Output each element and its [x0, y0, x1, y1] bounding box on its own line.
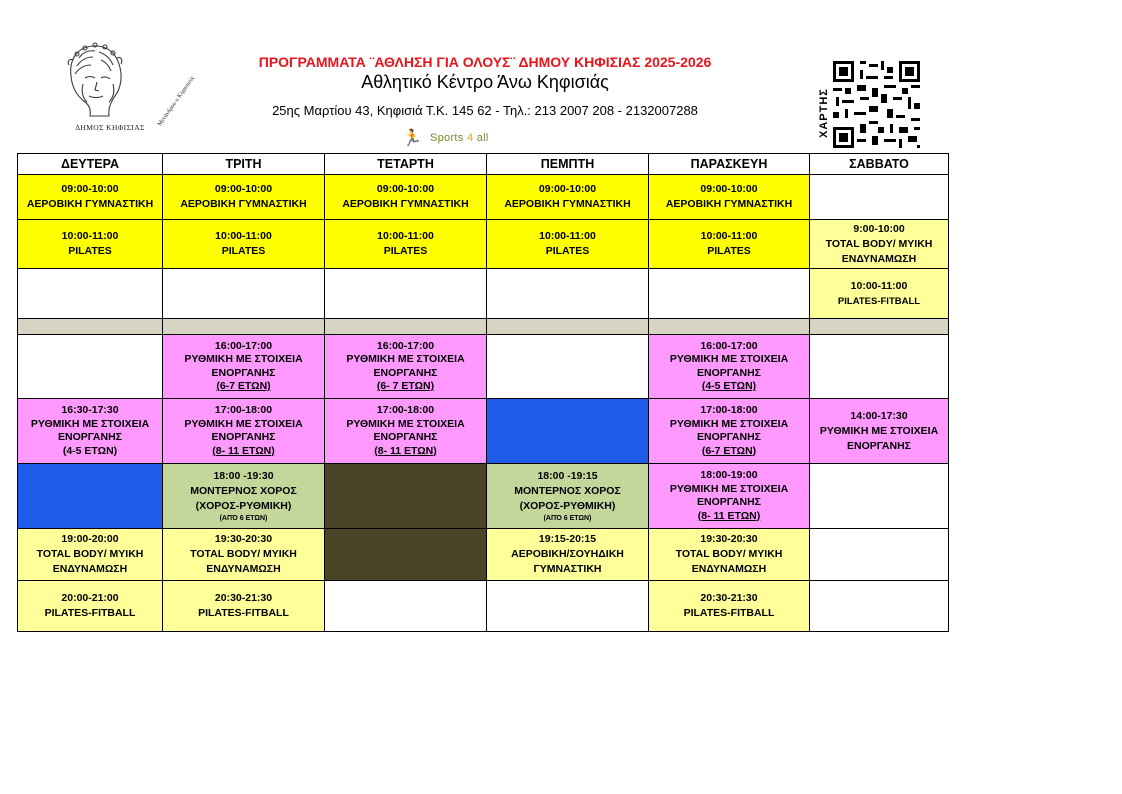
blocked-slot: [325, 464, 487, 529]
day-header-wednesday: ΤΕΤΑΡΤΗ: [325, 154, 487, 175]
class-slot-thu-1000: 10:00-11:00 PILATES: [487, 220, 649, 269]
separator-cell: [649, 319, 810, 335]
class-slot-mon-1900: 19:00-20:00 TOTAL BODY/ ΜΥΙΚΗ ΕΝΔΥΝΑΜΩΣΗ: [18, 529, 163, 581]
class-slot-tue-1930: 19:30-20:30 TOTAL BODY/ ΜΥΙΚΗ ΕΝΔΥΝΑΜΩΣΗ: [163, 529, 325, 581]
qr-code-icon[interactable]: [830, 58, 923, 151]
class-slot-tue-1600: 16:00-17:00 ΡΥΘΜΙΚΗ ΜΕ ΣΤΟΙΧΕΙΑ ΕΝΟΡΓΑΝΗΣ (6-7 ΕΤΩΝ): [163, 335, 325, 399]
day-header-monday: ΔΕΥΤΕΡΑ: [18, 154, 163, 175]
class-slot-fri-1000: 10:00-11:00 PILATES: [649, 220, 810, 269]
class-slot-wed-1000: 10:00-11:00 PILATES: [325, 220, 487, 269]
class-slot-tue-2030: 20:30-21:30 PILATES-FITBALL: [163, 581, 325, 632]
class-slot-fri-2030: 20:30-21:30 PILATES-FITBALL: [649, 581, 810, 632]
municipality-logo: [55, 38, 197, 134]
empty-slot: [325, 581, 487, 632]
table-row: [18, 220, 949, 269]
class-slot-thu-1800: 18:00 -19:15 ΜΟΝΤΕΡΝΟΣ ΧΟΡΟΣ (ΧΟΡΟΣ-ΡΥΘΜΙΚΗ) (ΑΠΌ 6 ΕΤΩΝ): [487, 464, 649, 529]
separator-cell: [163, 319, 325, 335]
day-header-tuesday: ΤΡΙΤΗ: [163, 154, 325, 175]
table-row: [18, 464, 949, 529]
blocked-slot: [487, 399, 649, 464]
class-slot-mon-1000: 10:00-11:00 PILATES: [18, 220, 163, 269]
empty-slot: [649, 269, 810, 319]
empty-slot: [325, 269, 487, 319]
logo-arc-text: Μενάνδρου ο Κηφισιεύς: [157, 75, 197, 128]
page-subtitle: Αθλητικό Κέντρο Άνω Κηφισιάς: [361, 72, 609, 92]
day-header-thursday: ΠΕΜΠΤΗ: [487, 154, 649, 175]
separator-cell: [18, 319, 163, 335]
weekly-schedule-table: [17, 153, 949, 632]
day-header-saturday: ΣΑΒΒΑΤΟ: [810, 154, 949, 175]
address-line: 25ης Μαρτίου 43, Κηφισιά Τ.Κ. 145 62 - Τηλ.: 213 2007 208 - 2132007288: [272, 103, 698, 118]
class-slot-wed-1700: 17:00-18:00 ΡΥΘΜΙΚΗ ΜΕ ΣΤΟΙΧΕΙΑ ΕΝΟΡΓΑΝΗΣ (8- 11 ΕΤΩΝ): [325, 399, 487, 464]
empty-slot: [163, 269, 325, 319]
empty-slot: [487, 335, 649, 399]
class-slot-fri-1700: 17:00-18:00 ΡΥΘΜΙΚΗ ΜΕ ΣΤΟΙΧΕΙΑ ΕΝΟΡΓΑΝΗΣ (6-7 ΕΤΩΝ): [649, 399, 810, 464]
class-slot-fri-1930: 19:30-20:30 TOTAL BODY/ ΜΥΙΚΗ ΕΝΔΥΝΑΜΩΣΗ: [649, 529, 810, 581]
table-row: [18, 529, 949, 581]
class-slot-mon-2000: 20:00-21:00 PILATES-FITBALL: [18, 581, 163, 632]
table-row: [18, 581, 949, 632]
table-row: [18, 269, 949, 319]
empty-slot: [487, 269, 649, 319]
class-slot-fri-0900: 09:00-10:00 ΑΕΡΟΒΙΚΗ ΓΥΜΝΑΣΤΙΚΗ: [649, 175, 810, 220]
table-row: [18, 399, 949, 464]
class-slot-sat-0900: 9:00-10:00 TOTAL BODY/ ΜΥΙΚΗ ΕΝΔΥΝΑΜΩΣΗ: [810, 220, 949, 269]
empty-slot: [487, 581, 649, 632]
class-slot-mon-0900: 09:00-10:00 ΑΕΡΟΒΙΚΗ ΓΥΜΝΑΣΤΙΚΗ: [18, 175, 163, 220]
table-row: [18, 175, 949, 220]
day-header-friday: ΠΑΡΑΣΚΕΥΗ: [649, 154, 810, 175]
class-slot-tue-1700: 17:00-18:00 ΡΥΘΜΙΚΗ ΜΕ ΣΤΟΙΧΕΙΑ ΕΝΟΡΓΑΝΗΣ (8- 11 ΕΤΩΝ): [163, 399, 325, 464]
class-slot-wed-0900: 09:00-10:00 ΑΕΡΟΒΙΚΗ ΓΥΜΝΑΣΤΙΚΗ: [325, 175, 487, 220]
qr-label: ΧΑΡΤΗΣ: [818, 88, 830, 138]
class-slot-tue-1000: 10:00-11:00 PILATES: [163, 220, 325, 269]
empty-slot: [18, 335, 163, 399]
day-header-row: [18, 154, 949, 175]
class-slot-sat-1400: 14:00-17:30 ΡΥΘΜΙΚΗ ΜΕ ΣΤΟΙΧΕΙΑ ΕΝΟΡΓΑΝΗΣ: [810, 399, 949, 464]
sports4all-all: all: [476, 132, 489, 144]
runner-icon: 🏃: [402, 130, 422, 147]
table-row: [18, 335, 949, 399]
map-qr-block: [818, 58, 928, 153]
blocked-slot: [18, 464, 163, 529]
empty-slot: [810, 335, 949, 399]
sports4all-word: Sports: [430, 132, 464, 144]
class-slot-fri-1600: 16:00-17:00 ΡΥΘΜΙΚΗ ΜΕ ΣΤΟΙΧΕΙΑ ΕΝΟΡΓΑΝΗΣ (4-5 ΕΤΩΝ): [649, 335, 810, 399]
empty-slot: [810, 175, 949, 220]
class-slot-fri-1800: 18:00-19:00 ΡΥΘΜΙΚΗ ΜΕ ΣΤΟΙΧΕΙΑ ΕΝΟΡΓΑΝΗΣ (8- 11 ΕΤΩΝ): [649, 464, 810, 529]
midday-separator-row: [18, 319, 949, 335]
blocked-slot: [325, 529, 487, 581]
empty-slot: [810, 529, 949, 581]
empty-slot: [810, 581, 949, 632]
logo-caption: ΔΗΜΟΣ ΚΗΦΙΣΙΑΣ: [75, 123, 145, 132]
sports4all-logo: [400, 128, 520, 150]
empty-slot: [18, 269, 163, 319]
empty-slot: [810, 464, 949, 529]
class-slot-thu-0900: 09:00-10:00 ΑΕΡΟΒΙΚΗ ΓΥΜΝΑΣΤΙΚΗ: [487, 175, 649, 220]
class-slot-sat-1000: 10:00-11:00 PILATES-FITBALL: [810, 269, 949, 319]
class-slot-thu-1915: 19:15-20:15 ΑΕΡΟΒΙΚΗ/ΣΟΥΗΔΙΚΗ ΓΥΜΝΑΣΤΙΚΗ: [487, 529, 649, 581]
separator-cell: [810, 319, 949, 335]
page-title: ΠΡΟΓΡΑΜΜΑΤΑ ¨ΑΘΛΗΣΗ ΓΙΑ ΟΛΟΥΣ¨ ΔΗΜΟΥ ΚΗΦΙΣΙΑΣ 2025-2026: [258, 54, 712, 70]
class-slot-tue-1800: 18:00 -19:30 ΜΟΝΤΕΡΝΟΣ ΧΟΡΟΣ (ΧΟΡΟΣ-ΡΥΘΜΙΚΗ) (ΑΠΌ 6 ΕΤΩΝ): [163, 464, 325, 529]
class-slot-mon-1630: 16:30-17:30 ΡΥΘΜΙΚΗ ΜΕ ΣΤΟΙΧΕΙΑ ΕΝΟΡΓΑΝΗΣ (4-5 ΕΤΩΝ): [18, 399, 163, 464]
menander-head-icon: [55, 38, 135, 120]
sports4all-four: 4: [466, 132, 474, 144]
class-slot-tue-0900: 09:00-10:00 ΑΕΡΟΒΙΚΗ ΓΥΜΝΑΣΤΙΚΗ: [163, 175, 325, 220]
separator-cell: [325, 319, 487, 335]
class-slot-wed-1600: 16:00-17:00 ΡΥΘΜΙΚΗ ΜΕ ΣΤΟΙΧΕΙΑ ΕΝΟΡΓΑΝΗΣ (6- 7 ΕΤΩΝ): [325, 335, 487, 399]
separator-cell: [487, 319, 649, 335]
